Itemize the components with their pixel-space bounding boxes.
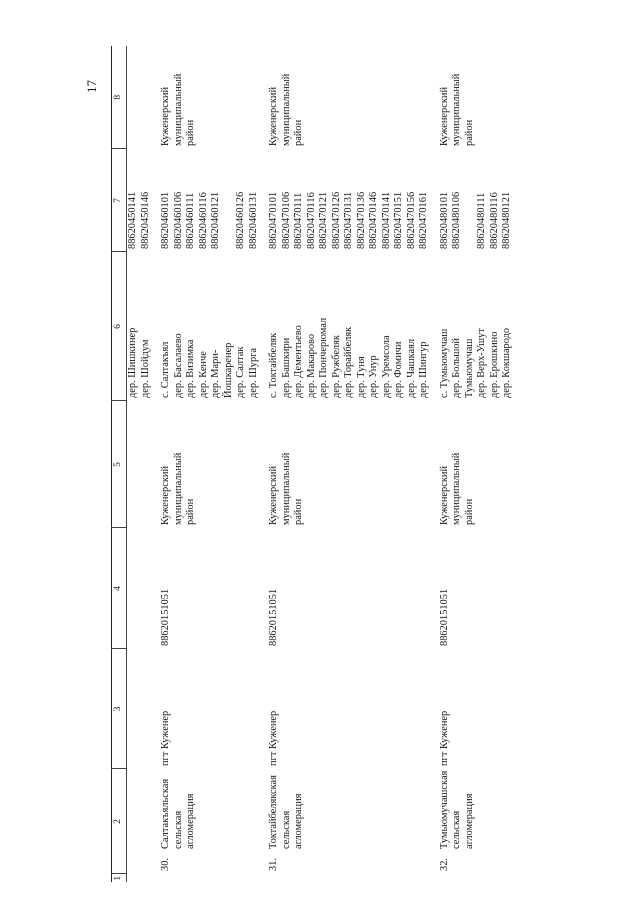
district-name: Куженерский [438, 465, 450, 525]
district8-cell [439, 46, 522, 149]
agglomeration-name-list [439, 771, 477, 849]
district-name: Куженерский [268, 86, 280, 146]
empty-cell [127, 874, 161, 882]
okato-code: 88620470106 [280, 191, 292, 249]
agglomeration-name: сельская [280, 810, 292, 849]
settlements-cell [160, 252, 268, 401]
agglomeration-cell [268, 769, 439, 874]
center-cell: пгт Куженер [268, 710, 280, 766]
settlement-name: дер. Пюнчерюмал [318, 317, 330, 398]
empty-cell [127, 46, 161, 149]
agglomeration-wrap [268, 772, 306, 871]
district-name-list [160, 404, 198, 525]
settlement-name: дер. Басалаево [172, 333, 184, 398]
settlements-cell [127, 252, 161, 401]
settlement-name: дер. Уремсола [380, 335, 392, 398]
district-name: муниципальный [172, 73, 184, 146]
district-cell [268, 401, 439, 528]
settlement-name: дер. Макарово [305, 333, 317, 398]
agglomeration-cell [160, 769, 268, 874]
district-name: район [293, 119, 305, 146]
settlement-name: дер. Верх-Ушут [476, 328, 488, 398]
okato-code: 88620460106 [172, 191, 184, 249]
okato-code [223, 152, 236, 249]
settlement-name: дер. Большой [451, 338, 463, 398]
empty-cell [160, 874, 268, 882]
district-name-list [268, 404, 306, 525]
district-name-list [439, 49, 477, 146]
okato-code: 88620480121 [501, 191, 513, 249]
okato-code-list [127, 152, 152, 249]
district-name: район [463, 119, 475, 146]
district-name: муниципальный [451, 73, 463, 146]
okato-code: 88620480116 [488, 192, 500, 249]
table-row [439, 46, 522, 882]
empty-cell [439, 874, 522, 882]
settlement-name: дер. Салтак [235, 346, 247, 398]
okato-code: 88620460126 [235, 191, 247, 249]
okato-code: 88620470151 [393, 191, 405, 249]
okato-code: 88620470111 [293, 192, 305, 249]
settlement-name: дер. Унур [368, 355, 380, 398]
column-number-row [112, 46, 127, 882]
district-name: Куженерский [268, 465, 280, 525]
agglomeration-name: Токтайбелякская [268, 775, 280, 849]
settlement-name: с. Тумьюмучаш [438, 328, 450, 398]
settlement-name: дер. Шишкинер [127, 327, 139, 398]
agglomeration-name: Салтакъяльская [160, 778, 172, 849]
settlement-name: дер. Туня [355, 356, 367, 398]
empty-cell [127, 649, 161, 769]
okato-code: 88620450146 [139, 191, 151, 249]
settlement-name: с. Салтакъял [160, 341, 172, 398]
okato-cell: 88620151051 [268, 588, 280, 646]
column-number-header: 4 [112, 528, 127, 649]
empty-cell [127, 401, 161, 528]
okato-code [464, 152, 477, 249]
okato-code: 88620450141 [127, 191, 139, 249]
okato-code: 88620480111 [476, 192, 488, 249]
empty-cell [268, 874, 439, 882]
district-name: муниципальный [172, 452, 184, 525]
column-number-header: 3 [112, 649, 127, 769]
settlement-name: дер. Кокшародо [501, 327, 513, 398]
codes-cell [268, 149, 439, 252]
codes-cell [160, 149, 268, 252]
okato-code: 88620470101 [268, 191, 280, 249]
okato-code: 88620470161 [418, 191, 430, 249]
center-cell: пгт Куженер [438, 710, 450, 766]
okato-cell: 88620151051 [438, 588, 450, 646]
agglomeration-name: Тумьюмучашская [438, 770, 450, 849]
settlement-name: дер. Башкири [280, 337, 292, 398]
settlement-name-list [439, 255, 514, 398]
okato-code-list [160, 152, 260, 249]
agglomeration-name: сельская [451, 810, 463, 849]
table-row [268, 46, 439, 882]
table-body [127, 46, 522, 882]
column-number-header: 1 [112, 874, 127, 882]
column-number-header: 2 [112, 769, 127, 874]
district-cell [160, 401, 268, 528]
settlement-name: дер. Шойдум [139, 339, 151, 398]
okato-code: 88620470146 [368, 191, 380, 249]
agglomeration-name: агломерация [185, 793, 197, 849]
okato-code: 88620470126 [330, 191, 342, 249]
district-name: район [293, 498, 305, 525]
okato-code: 88620460121 [210, 191, 222, 249]
settlement-name: дер. Ерошкино [488, 331, 500, 398]
page-number: 17 [84, 80, 99, 93]
codes-cell [439, 149, 522, 252]
okato-code: 88620460131 [247, 191, 259, 249]
district-name: муниципальный [451, 452, 463, 525]
settlement-name: дер. Мари- [210, 349, 222, 398]
empty-cell [127, 528, 161, 649]
district-name: район [463, 498, 475, 525]
settlement-name: Йошкаренер [222, 342, 234, 398]
okato-code-list [268, 152, 431, 249]
settlement-name: дер. Чашкаял [405, 338, 417, 398]
settlement-name: дер. Фомичи [393, 341, 405, 398]
district-name: Куженерский [160, 86, 172, 146]
row-number: 30. [160, 858, 172, 871]
agglomeration-wrap [439, 772, 477, 871]
agglomeration-name: агломерация [463, 793, 475, 849]
settlement-name: дер. Визимка [185, 339, 197, 398]
agglomeration-cell [439, 769, 522, 874]
settlement-name: дер. Шингур [418, 341, 430, 398]
center-cell: пгт Куженер [160, 710, 172, 766]
table-row [160, 46, 268, 882]
okato-code: 88620470136 [355, 191, 367, 249]
settlement-name: дер. Шурга [247, 347, 259, 398]
district8-cell [160, 46, 268, 149]
district-cell [439, 401, 522, 528]
agglomeration-wrap [160, 772, 198, 871]
codes-cell [127, 149, 161, 252]
column-number-header: 7 [112, 149, 127, 252]
settlement-name: дер. Ружбеляк [330, 335, 342, 398]
settlements-cell [439, 252, 522, 401]
district-name: муниципальный [280, 452, 292, 525]
okato-code: 88620460111 [185, 192, 197, 249]
agglomeration-name: сельская [172, 810, 184, 849]
settlement-name: дер. Торайбеляк [343, 326, 355, 398]
okato-code: 88620460101 [160, 191, 172, 249]
district-name: Куженерский [160, 465, 172, 525]
settlement-name-list [268, 255, 431, 398]
continuation-row [127, 46, 161, 882]
agglomeration-name: агломерация [293, 793, 305, 849]
district-name: район [185, 498, 197, 525]
settlements-cell [268, 252, 439, 401]
okato-code: 88620470156 [405, 191, 417, 249]
district-name: муниципальный [280, 73, 292, 146]
okato-code: 88620470121 [318, 191, 330, 249]
row-number: 31. [268, 858, 280, 871]
okato-cell: 88620151051 [160, 588, 172, 646]
okato-code-list [439, 152, 514, 249]
settlement-name: с. Токтайбеляк [268, 332, 280, 398]
okato-code: 88620480106 [451, 191, 463, 249]
settlement-name: дер. Кенче [197, 351, 209, 398]
settlement-name-list [160, 255, 260, 398]
empty-cell [127, 769, 161, 874]
district-name-list [160, 49, 198, 146]
agglomeration-name-list [160, 779, 198, 849]
settlement-name: дер. Дементьево [293, 325, 305, 398]
agglomeration-name-list [268, 775, 306, 849]
district-name-list [439, 404, 477, 525]
okato-code: 88620460116 [197, 192, 209, 249]
district-name-list [268, 49, 306, 146]
district-name: Куженерский [438, 86, 450, 146]
okato-code: 88620470131 [343, 191, 355, 249]
column-number-header: 8 [112, 46, 127, 149]
settlement-name-list [127, 255, 152, 398]
row-number: 32. [438, 858, 450, 871]
okato-code: 88620470141 [380, 191, 392, 249]
table-header [112, 46, 127, 882]
column-number-header: 6 [112, 252, 127, 401]
district-name: район [185, 119, 197, 146]
settlement-name: Тумьюмучаш [463, 338, 475, 398]
agglomeration-table [111, 46, 522, 882]
okato-code: 88620470116 [305, 192, 317, 249]
column-number-header: 5 [112, 401, 127, 528]
okato-code: 88620480101 [438, 191, 450, 249]
rotated-table-container [111, 46, 581, 882]
district8-cell [268, 46, 439, 149]
